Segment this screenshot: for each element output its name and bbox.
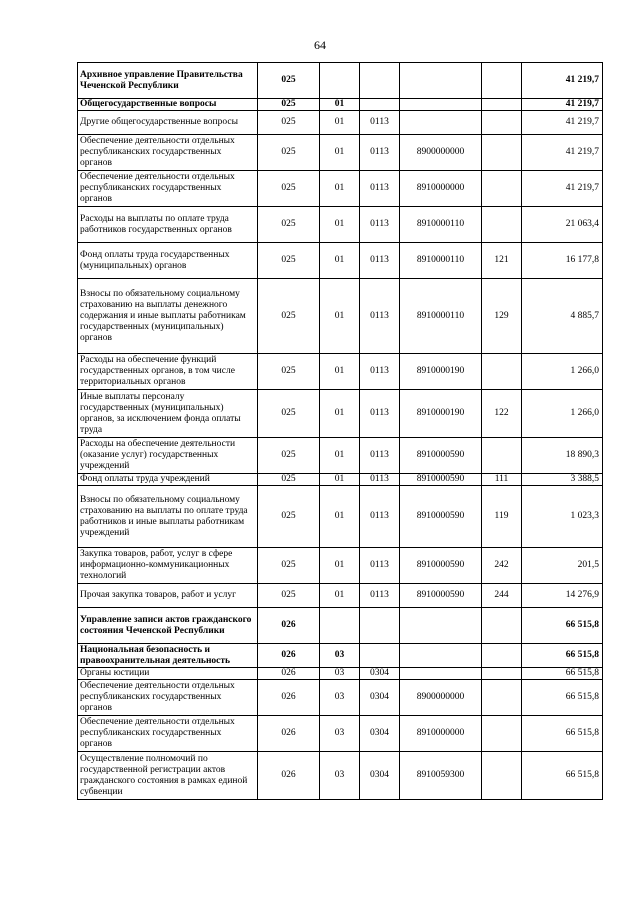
table-row [78, 135, 603, 171]
row-amount-cell: 41 219,7 [522, 135, 603, 171]
row-section-code-cell: 03 [320, 680, 360, 716]
row-target-article-cell: 8910000590 [400, 474, 482, 486]
row-department-code-cell: 025 [258, 111, 320, 135]
row-target-article-cell: 8910000110 [400, 207, 482, 243]
row-subsection-code-cell [360, 99, 400, 111]
row-expense-type-cell [482, 438, 522, 474]
row-target-article-cell: 8910000190 [400, 354, 482, 390]
row-department-code-cell: 025 [258, 279, 320, 354]
table-row [78, 680, 603, 716]
row-expense-type-cell [482, 99, 522, 111]
row-name-cell: Закупка товаров, работ, услуг в сфере информационно-коммуникационных технологий [78, 548, 258, 584]
row-section-code-cell: 01 [320, 243, 360, 279]
row-name-cell: Органы юстиции [78, 668, 258, 680]
table-row [78, 111, 603, 135]
row-subsection-code-cell: 0113 [360, 548, 400, 584]
row-subsection-code-cell: 0113 [360, 354, 400, 390]
row-name-cell: Архивное управление Правительства Чеченской Республики [78, 63, 258, 99]
row-amount-cell: 66 515,8 [522, 680, 603, 716]
row-subsection-code-cell: 0304 [360, 680, 400, 716]
row-department-code-cell: 026 [258, 644, 320, 668]
row-target-article-cell [400, 668, 482, 680]
row-expense-type-cell [482, 668, 522, 680]
row-department-code-cell: 025 [258, 171, 320, 207]
row-department-code-cell: 025 [258, 207, 320, 243]
table-row [78, 548, 603, 584]
row-department-code-cell: 025 [258, 486, 320, 548]
row-name-cell: Прочая закупка товаров, работ и услуг [78, 584, 258, 608]
table-row [78, 279, 603, 354]
row-expense-type-cell [482, 680, 522, 716]
row-subsection-code-cell [360, 644, 400, 668]
row-section-code-cell: 01 [320, 171, 360, 207]
row-expense-type-cell: 242 [482, 548, 522, 584]
row-expense-type-cell [482, 135, 522, 171]
row-name-cell: Национальная безопасность и правоохранительная деятельность [78, 644, 258, 668]
row-subsection-code-cell: 0113 [360, 390, 400, 438]
row-department-code-cell: 026 [258, 608, 320, 644]
row-amount-cell: 1 266,0 [522, 354, 603, 390]
row-subsection-code-cell: 0113 [360, 243, 400, 279]
row-name-cell: Обеспечение деятельности отдельных республиканских государственных органов [78, 135, 258, 171]
row-subsection-code-cell: 0113 [360, 171, 400, 207]
row-subsection-code-cell: 0304 [360, 716, 400, 752]
row-section-code-cell: 01 [320, 548, 360, 584]
row-section-code-cell: 03 [320, 752, 360, 800]
row-department-code-cell: 025 [258, 474, 320, 486]
row-target-article-cell [400, 608, 482, 644]
row-amount-cell: 1 266,0 [522, 390, 603, 438]
row-subsection-code-cell: 0113 [360, 438, 400, 474]
row-department-code-cell: 025 [258, 99, 320, 111]
row-expense-type-cell [482, 644, 522, 668]
row-expense-type-cell [482, 716, 522, 752]
table-row [78, 390, 603, 438]
row-section-code-cell: 01 [320, 584, 360, 608]
row-amount-cell: 16 177,8 [522, 243, 603, 279]
row-expense-type-cell: 121 [482, 243, 522, 279]
row-amount-cell: 4 885,7 [522, 279, 603, 354]
row-name-cell: Расходы на выплаты по оплате труда работников государственных органов [78, 207, 258, 243]
row-department-code-cell: 025 [258, 243, 320, 279]
row-amount-cell: 18 890,3 [522, 438, 603, 474]
row-target-article-cell: 8910000590 [400, 548, 482, 584]
row-section-code-cell [320, 608, 360, 644]
row-section-code-cell: 01 [320, 99, 360, 111]
row-subsection-code-cell: 0113 [360, 111, 400, 135]
row-amount-cell: 1 023,3 [522, 486, 603, 548]
row-department-code-cell: 025 [258, 584, 320, 608]
row-subsection-code-cell: 0304 [360, 668, 400, 680]
row-expense-type-cell [482, 63, 522, 99]
row-amount-cell: 3 388,5 [522, 474, 603, 486]
row-expense-type-cell: 129 [482, 279, 522, 354]
row-section-code-cell: 01 [320, 390, 360, 438]
row-target-article-cell: 8910000590 [400, 584, 482, 608]
table-row [78, 171, 603, 207]
row-target-article-cell: 8910000000 [400, 171, 482, 207]
row-section-code-cell: 01 [320, 486, 360, 548]
row-section-code-cell: 03 [320, 716, 360, 752]
table-row [78, 668, 603, 680]
table-row [78, 474, 603, 486]
row-target-article-cell [400, 111, 482, 135]
row-name-cell: Иные выплаты персоналу государственных (муниципальных) органов, за исключением фонда оплаты труда [78, 390, 258, 438]
row-target-article-cell: 8900000000 [400, 680, 482, 716]
row-section-code-cell: 01 [320, 438, 360, 474]
row-target-article-cell: 8910000110 [400, 279, 482, 354]
row-name-cell: Обеспечение деятельности отдельных республиканских государственных органов [78, 716, 258, 752]
row-amount-cell: 41 219,7 [522, 63, 603, 99]
row-expense-type-cell [482, 111, 522, 135]
row-name-cell: Фонд оплаты труда учреждений [78, 474, 258, 486]
row-department-code-cell: 025 [258, 135, 320, 171]
row-name-cell: Другие общегосударственные вопросы [78, 111, 258, 135]
row-department-code-cell: 025 [258, 354, 320, 390]
table-row [78, 716, 603, 752]
row-amount-cell: 66 515,8 [522, 644, 603, 668]
row-target-article-cell: 8910000190 [400, 390, 482, 438]
row-name-cell: Расходы на обеспечение деятельности (оказание услуг) государственных учреждений [78, 438, 258, 474]
row-expense-type-cell [482, 752, 522, 800]
row-target-article-cell: 8910000590 [400, 486, 482, 548]
row-target-article-cell [400, 99, 482, 111]
row-name-cell: Управление записи актов гражданского состояния Чеченской Республики [78, 608, 258, 644]
row-amount-cell: 66 515,8 [522, 716, 603, 752]
row-target-article-cell [400, 644, 482, 668]
row-name-cell: Расходы на обеспечение функций государственных органов, в том числе территориальных органов [78, 354, 258, 390]
row-expense-type-cell: 244 [482, 584, 522, 608]
row-amount-cell: 21 063,4 [522, 207, 603, 243]
row-section-code-cell: 01 [320, 207, 360, 243]
row-subsection-code-cell [360, 608, 400, 644]
page-number: 64 [314, 38, 326, 52]
row-section-code-cell: 01 [320, 474, 360, 486]
row-subsection-code-cell: 0304 [360, 752, 400, 800]
row-department-code-cell: 026 [258, 752, 320, 800]
row-name-cell: Осуществление полномочий по государственной регистрации актов гражданского состояния в рамках единой субвенции [78, 752, 258, 800]
row-subsection-code-cell [360, 63, 400, 99]
row-target-article-cell [400, 63, 482, 99]
row-name-cell: Взносы по обязательному социальному страхованию на выплаты денежного содержания и иные выплаты работникам государственных (муниципальных) органов [78, 279, 258, 354]
row-expense-type-cell [482, 354, 522, 390]
row-department-code-cell: 025 [258, 548, 320, 584]
row-subsection-code-cell: 0113 [360, 486, 400, 548]
table-row [78, 644, 603, 668]
row-target-article-cell: 8910000110 [400, 243, 482, 279]
row-name-cell: Общегосударственные вопросы [78, 99, 258, 111]
table-row [78, 99, 603, 111]
table-row [78, 584, 603, 608]
row-target-article-cell: 8910059300 [400, 752, 482, 800]
row-section-code-cell [320, 63, 360, 99]
row-subsection-code-cell: 0113 [360, 207, 400, 243]
row-amount-cell: 66 515,8 [522, 752, 603, 800]
row-department-code-cell: 025 [258, 438, 320, 474]
row-department-code-cell: 026 [258, 668, 320, 680]
row-section-code-cell: 03 [320, 668, 360, 680]
budget-table-body [78, 63, 603, 800]
table-row [78, 438, 603, 474]
row-amount-cell: 14 276,9 [522, 584, 603, 608]
row-target-article-cell: 8900000000 [400, 135, 482, 171]
row-section-code-cell: 01 [320, 111, 360, 135]
row-subsection-code-cell: 0113 [360, 474, 400, 486]
row-name-cell: Фонд оплаты труда государственных (муниципальных) органов [78, 243, 258, 279]
row-department-code-cell: 026 [258, 680, 320, 716]
row-department-code-cell: 025 [258, 63, 320, 99]
table-row [78, 207, 603, 243]
row-amount-cell: 41 219,7 [522, 99, 603, 111]
row-expense-type-cell [482, 608, 522, 644]
table-row [78, 608, 603, 644]
row-subsection-code-cell: 0113 [360, 279, 400, 354]
row-section-code-cell: 01 [320, 354, 360, 390]
table-row [78, 243, 603, 279]
table-row [78, 752, 603, 800]
row-subsection-code-cell: 0113 [360, 135, 400, 171]
table-row [78, 486, 603, 548]
row-name-cell: Обеспечение деятельности отдельных республиканских государственных органов [78, 680, 258, 716]
row-department-code-cell: 025 [258, 390, 320, 438]
row-subsection-code-cell: 0113 [360, 584, 400, 608]
row-amount-cell: 66 515,8 [522, 668, 603, 680]
row-section-code-cell: 03 [320, 644, 360, 668]
table-row [78, 63, 603, 99]
row-amount-cell: 66 515,8 [522, 608, 603, 644]
row-expense-type-cell [482, 207, 522, 243]
row-amount-cell: 201,5 [522, 548, 603, 584]
budget-table [77, 62, 603, 800]
row-expense-type-cell [482, 171, 522, 207]
row-amount-cell: 41 219,7 [522, 111, 603, 135]
row-expense-type-cell: 119 [482, 486, 522, 548]
row-name-cell: Обеспечение деятельности отдельных республиканских государственных органов [78, 171, 258, 207]
row-target-article-cell: 8910000000 [400, 716, 482, 752]
row-target-article-cell: 8910000590 [400, 438, 482, 474]
row-name-cell: Взносы по обязательному социальному страхованию на выплаты по оплате труда работников и иные выплаты работникам учреждений [78, 486, 258, 548]
row-expense-type-cell: 111 [482, 474, 522, 486]
row-department-code-cell: 026 [258, 716, 320, 752]
row-expense-type-cell: 122 [482, 390, 522, 438]
row-section-code-cell: 01 [320, 279, 360, 354]
row-section-code-cell: 01 [320, 135, 360, 171]
table-row [78, 354, 603, 390]
row-amount-cell: 41 219,7 [522, 171, 603, 207]
